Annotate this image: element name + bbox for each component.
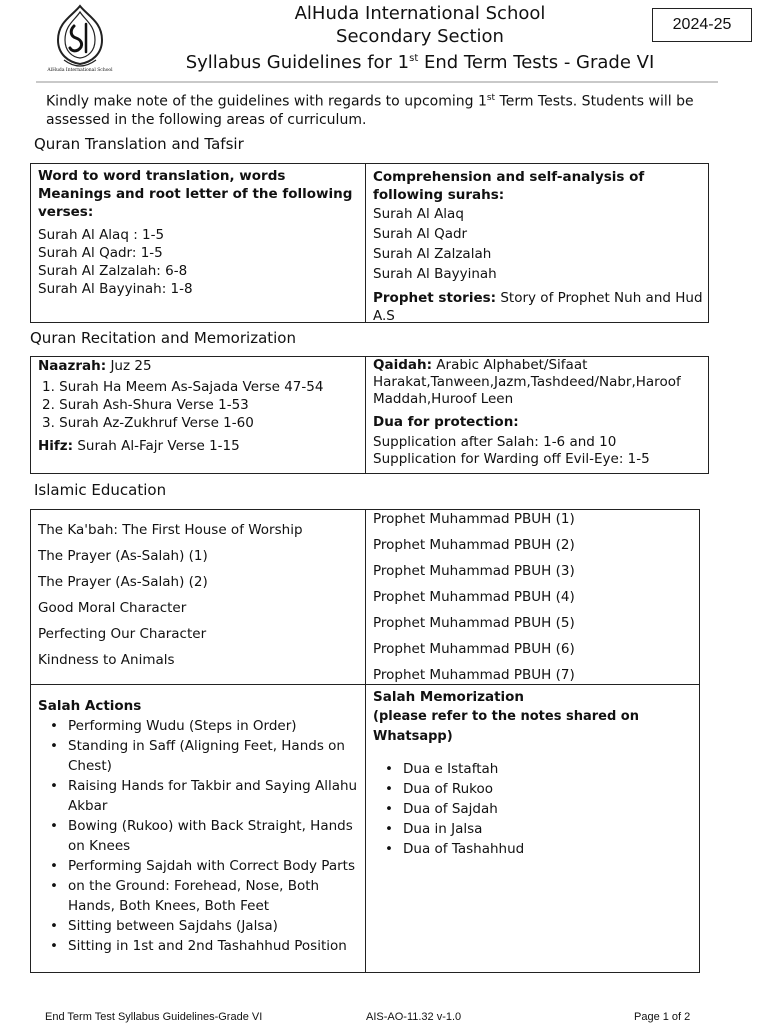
section-heading-quran-translation: Quran Translation and Tafsir [34,135,244,153]
hifz: Hifz: Surah Al-Fajr Verse 1-15 [38,438,240,454]
salah-actions-heading: Salah Actions [38,698,142,714]
section-heading-islamic-education: Islamic Education [34,481,167,499]
list-item: Prophet Muhammad PBUH (3) [373,563,575,579]
list-item: 1. Surah Ha Meem As-Sajada Verse 47-54 [42,379,324,395]
table-divider [365,163,366,323]
salah-memorization-cell [373,687,697,859]
list-item: • Dua e Istaftah [373,759,697,779]
list-item: Surah Al Qadr [373,226,468,242]
list-item: Prophet Muhammad PBUH (2) [373,537,575,553]
prophet-stories: Prophet stories: Story of Prophet Nuh and Hud A.S [373,290,703,324]
table-divider [365,356,366,474]
academic-year-box: 2024-25 [652,8,752,42]
list-item: The Prayer (As-Salah) (2) [38,574,208,590]
table-divider [365,509,366,973]
dua-heading: Dua for protection: [373,414,519,430]
list-item: • Bowing (Rukoo) with Back Straight, Hands on Knees [38,816,360,856]
school-logo [44,2,116,74]
list-item: 3. Surah Az-Zukhruf Verse 1-60 [42,415,254,431]
list-item: • Performing Wudu (Steps in Order) [38,716,360,736]
list-item: Surah Al Alaq : 1-5 [38,227,165,243]
translation-right-cell [373,168,703,325]
qaidah: Qaidah: Arabic Alphabet/Sifaat Harakat,Tanween,Jazm,Tashdeed/Nabr,Haroof Maddah,Huroof Leen [373,357,681,407]
list-item: The Prayer (As-Salah) (1) [38,548,208,564]
list-item: Supplication for Warding off Evil-Eye: 1-5 [373,451,650,467]
list-item: Supplication after Salah: 1-6 and 10 [373,434,617,450]
list-item: Prophet Muhammad PBUH (7) [373,667,575,683]
list-item: • Sitting between Sajdahs (Jalsa) [38,916,360,936]
list-item: Surah Al Bayyinah [373,266,497,282]
svg-text:AlHuda International School: AlHuda International School [47,68,113,73]
translation-left-heading: Word to word translation, words Meanings and root letter of the following verses: [38,168,353,220]
header-divider [36,81,718,83]
translation-left-cell [38,167,358,298]
intro-text: Kindly make note of the guidelines with regards to upcoming 1st Term Tests. Students will be assessed in the following areas of curriculum. [46,93,694,128]
list-item: Surah Al Alaq [373,206,464,222]
section-heading-quran-recitation: Quran Recitation and Memorization [30,329,296,347]
salah-actions-cell [38,696,360,956]
recitation-left-cell [38,357,358,455]
footer-document-title: End Term Test Syllabus Guidelines-Grade VI [45,1011,263,1023]
footer-page-number: Page 1 of 2 [634,1011,691,1023]
list-item: • Sitting in 1st and 2nd Tashahhud Position [38,936,360,956]
section-name: Secondary Section [336,26,504,47]
page-title: Syllabus Guidelines for 1st End Term Tests - Grade VI [185,52,655,73]
list-item: • Dua in Jalsa [373,819,697,839]
list-item: Prophet Muhammad PBUH (4) [373,589,575,605]
islamic-right-topics [373,506,693,688]
school-crest-icon [44,2,116,74]
list-item: Surah Al Zalzalah: 6-8 [38,263,188,279]
list-item: Prophet Muhammad PBUH (6) [373,641,575,657]
list-item: • Standing in Saff (Aligning Feet, Hands on Chest) [38,736,360,776]
list-item: Perfecting Our Character [38,626,207,642]
naazrah: Naazrah: Juz 25 [38,358,152,374]
list-item: • Performing Sajdah with Correct Body Parts [38,856,360,876]
salah-memorization-note: (please refer to the notes shared on Whatsapp) [373,709,639,744]
recitation-right-cell [373,357,703,468]
list-item: • Raising Hands for Takbir and Saying Allahu Akbar [38,776,360,816]
list-item: Prophet Muhammad PBUH (5) [373,615,575,631]
list-item: • Dua of Tashahhud [373,839,697,859]
salah-memorization-heading: Salah Memorization [373,689,525,705]
list-item: • Dua of Sajdah [373,799,697,819]
list-item: Kindness to Animals [38,652,175,668]
list-item: 2. Surah Ash-Shura Verse 1-53 [42,397,249,413]
footer-document-code: AIS-AO-11.32 v-1.0 [366,1011,462,1023]
list-item: Surah Al Zalzalah [373,246,492,262]
list-item: Surah Al Qadr: 1-5 [38,245,163,261]
list-item: The Ka'bah: The First House of Worship [38,522,303,538]
translation-right-heading: Comprehension and self-analysis of following surahs: [373,169,645,203]
school-name: AlHuda International School [294,3,546,24]
islamic-left-topics [38,517,358,673]
list-item: Good Moral Character [38,600,187,616]
list-item: • on the Ground: Forehead, Nose, Both Hands, Both Knees, Both Feet [38,876,360,916]
list-item: • Dua of Rukoo [373,779,697,799]
list-item: Prophet Muhammad PBUH (1) [373,511,575,527]
list-item: Surah Al Bayyinah: 1-8 [38,281,193,297]
